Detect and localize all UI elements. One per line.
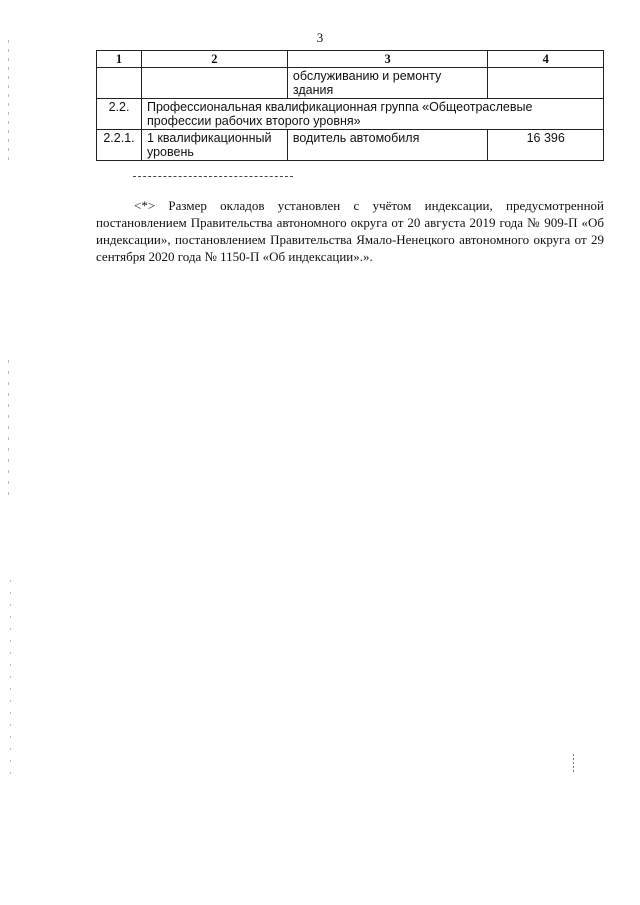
- scan-margin-mark: [8, 360, 9, 500]
- table-row-group: [97, 99, 604, 130]
- group-number: 2.2.: [97, 99, 142, 130]
- footnote-separator: [133, 176, 293, 177]
- position-name: водитель автомобиля: [287, 130, 488, 161]
- salary-amount: 16 396: [488, 130, 604, 161]
- qualification-level: 1 квалификационный уровень: [141, 130, 287, 161]
- cell-salary: [488, 68, 604, 99]
- table-header-row: [97, 51, 604, 68]
- level-number: 2.2.1.: [97, 130, 142, 161]
- header-cell-4: 4: [488, 51, 604, 68]
- page-number: 3: [316, 30, 324, 45]
- footnote-text: <*> Размер окладов установлен с учётом индексации, предусмотренной постановлением Правительства автономного округа от 20 августа 2019 года № 909-П «Об индексации», постановлением Правительства Ямало-Ненецкого автономного округа от 29 сентября 2020 года № 1150-П «Об индексации».».: [96, 198, 604, 264]
- table-row-level: [97, 130, 604, 161]
- salary-table: [96, 50, 604, 161]
- cell-group: [141, 68, 287, 99]
- group-title: Профессиональная квалификационная группа «Общеотраслевые профессии рабочих второго уровня»: [141, 99, 603, 130]
- header-cell-1: 1: [97, 51, 142, 68]
- scan-margin-mark: [8, 40, 9, 160]
- header-cell-3: 3: [287, 51, 488, 68]
- cell-position: обслуживанию и ремонту здания: [287, 68, 488, 99]
- header-cell-2: 2: [141, 51, 287, 68]
- table-row-continued: [97, 68, 604, 99]
- scan-margin-mark: [10, 580, 11, 780]
- cell-number: [97, 68, 142, 99]
- scan-margin-mark: [573, 754, 574, 772]
